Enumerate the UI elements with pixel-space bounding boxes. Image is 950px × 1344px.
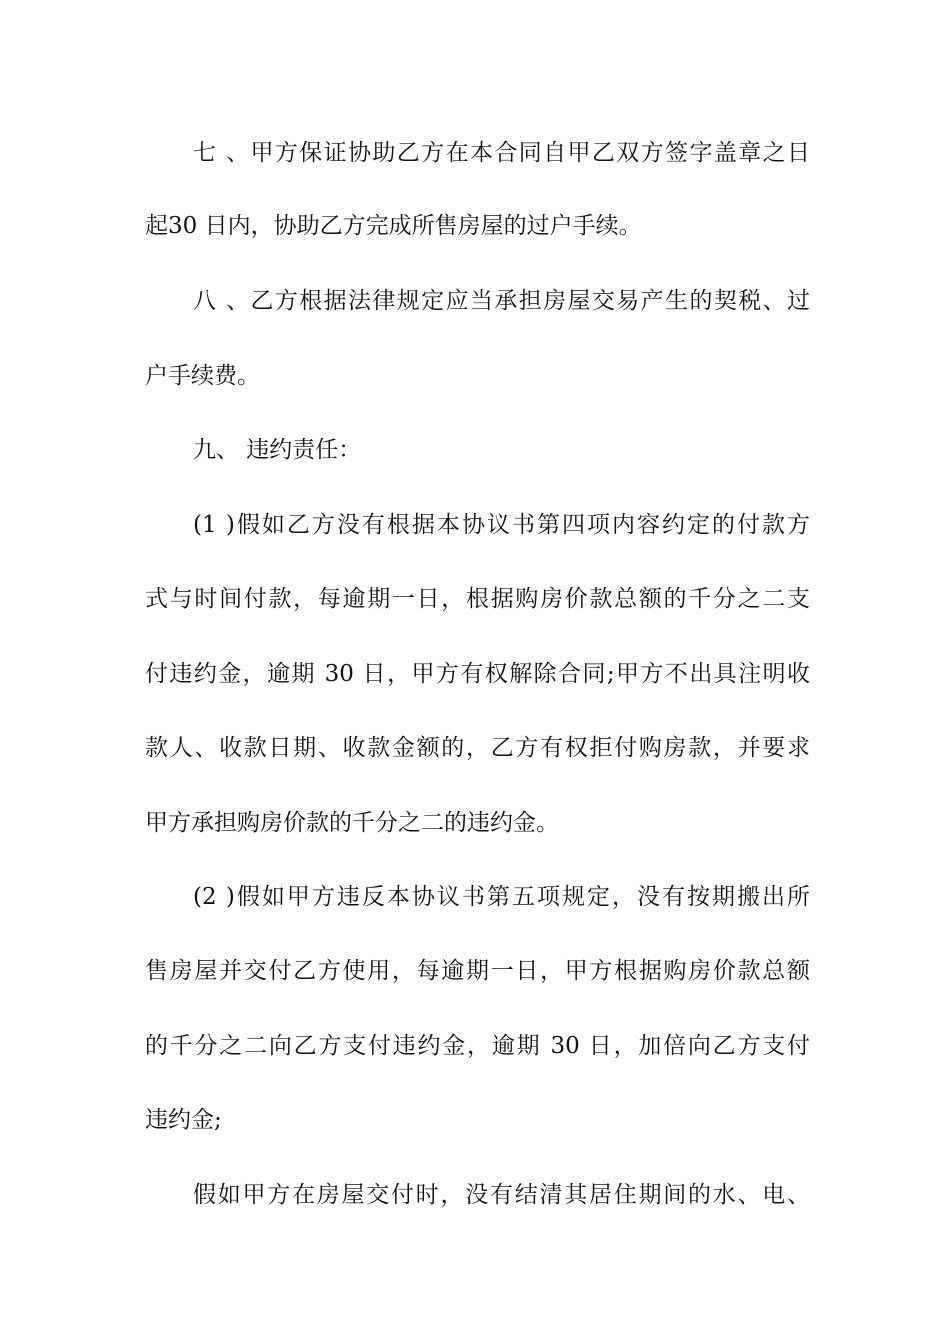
clause-9-item-2-line-4: 违约金; xyxy=(145,1107,222,1133)
clause-9-heading: 九、 违约责任： xyxy=(193,437,362,463)
clause-9-item-2-line-2: 售房屋并交付乙方使用，每逾期一日，甲方根据购房价款总额 xyxy=(145,958,810,984)
clause-9-item-2-line-3: 的千分之二向乙方支付违约金，逾期 30 日，加倍向乙方支付 xyxy=(145,1033,810,1059)
clause-9-item-1-line-2: 式与时间付款，每逾期一日，根据购房价款总额的千分之二支 xyxy=(145,586,810,612)
clause-7-line-1: 七 、甲方保证协助乙方在本合同自甲乙双方签字盖章之日 xyxy=(193,140,810,166)
clause-9-item-2-line-1: (2 )假如甲方违反本协议书第五项规定，没有按期搬出所 xyxy=(193,884,810,910)
clause-9-item-1-line-1: (1 )假如乙方没有根据本协议书第四项内容约定的付款方 xyxy=(193,512,810,538)
clause-9-item-1-line-4: 款人、收款日期、收款金额的，乙方有权拒付购房款，并要求 xyxy=(145,735,810,761)
clause-9-item-1-line-5: 甲方承担购房价款的千分之二的违约金。 xyxy=(145,810,559,836)
clause-9-item-1-line-3: 付违约金，逾期 30 日，甲方有权解除合同;甲方不出具注明收 xyxy=(145,661,810,687)
clause-9-item-2-line-5: 假如甲方在房屋交付时，没有结清其居住期间的水、电、 xyxy=(193,1182,810,1208)
clause-7-line-2: 起30 日内，协助乙方完成所售房屋的过户手续。 xyxy=(145,213,642,239)
clause-8-line-2: 户手续费。 xyxy=(145,363,260,389)
clause-8-line-1: 八 、乙方根据法律规定应当承担房屋交易产生的契税、过 xyxy=(193,288,810,314)
